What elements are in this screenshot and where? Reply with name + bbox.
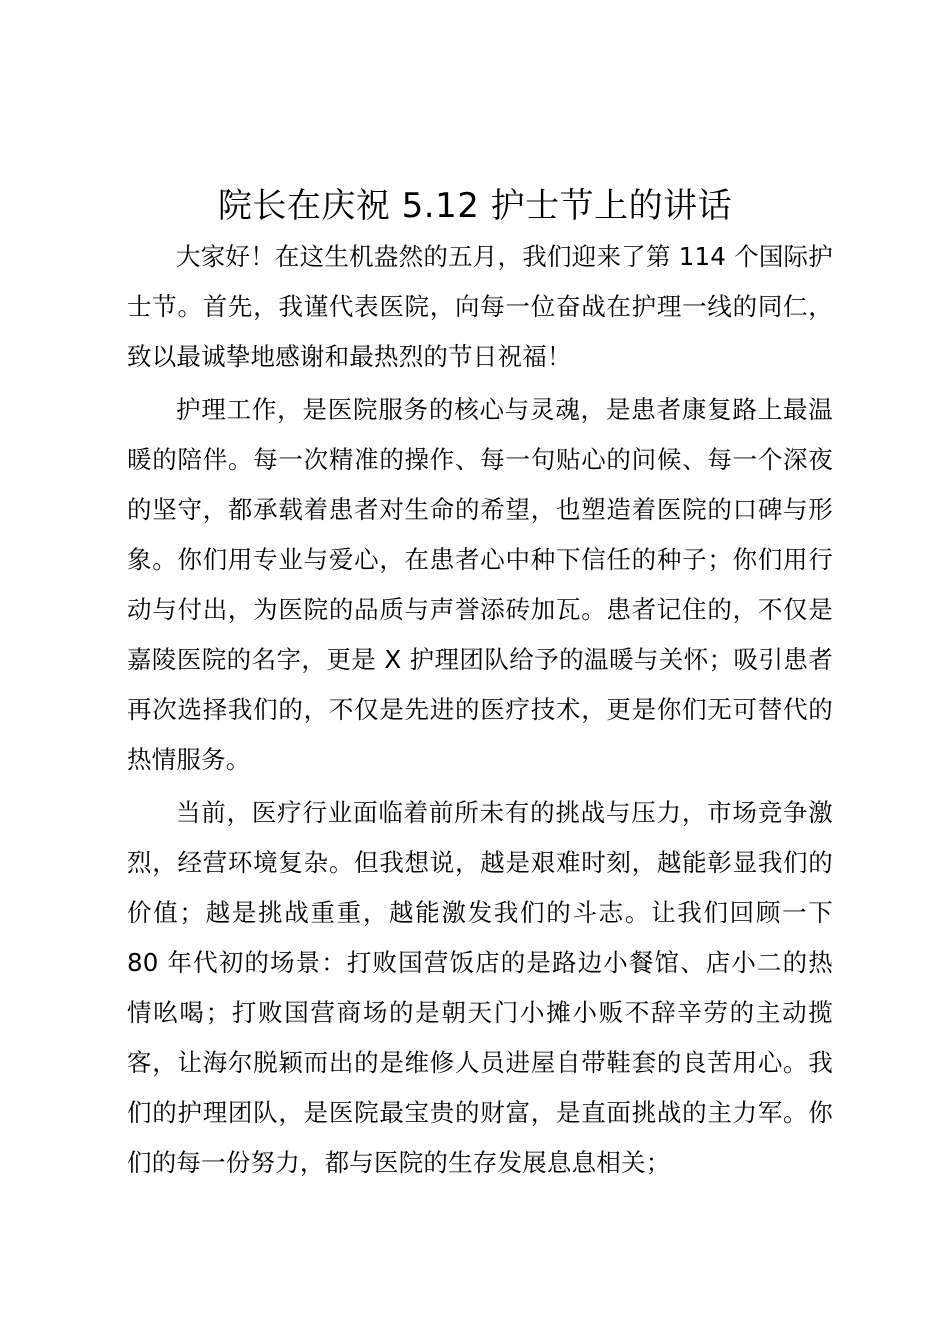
paragraph-challenges: 当前，医疗行业面临着前所未有的挑战与压力，市场竞争激烈，经营环境复杂。但我想说，越是艰难时刻，越能彰显我们的价值；越是挑战重重，越能激发我们的斗志。让我们回顾一下 80 年代初的场景：打败国营饭店的是路边小餐馆、店小二的热情吆喝；打败国营商场的是朝天门小摊小贩不辞辛劳的主动揽客，让海尔脱颖而出的是维修人员进屋自带鞋套的良苦用心。我们的护理团队，是医院最宝贵的财富，是直面挑战的主力军。你们的每一份努力，都与医院的生存发展息息相关； <box>127 798 833 1177</box>
paragraph-greeting: 大家好！在这生机盎然的五月，我们迎来了第 114 个国际护士节。首先，我谨代表医院，向每一位奋战在护理一线的同仁，致以最诚挚地感谢和最热烈的节日祝福！ <box>127 242 833 371</box>
document-body <box>127 232 833 1191</box>
document-title: 院长在庆祝 5.12 护士节上的讲话 <box>217 186 733 226</box>
paragraph-nursing-work: 护理工作，是医院服务的核心与灵魂，是患者康复路上最温暖的陪伴。每一次精准的操作、每一句贴心的问候、每一个深夜的坚守，都承载着患者对生命的希望，也塑造着医院的口碑与形象。你们用专业与爱心，在患者心中种下信任的种子；你们用行动与付出，为医院的品质与声誉添砖加瓦。患者记住的，不仅是嘉陵医院的名字，更是 X 护理团队给予的温暖与关怀；吸引患者再次选择我们的，不仅是先进的医疗技术，更是你们无可替代的热情服务。 <box>127 395 833 774</box>
